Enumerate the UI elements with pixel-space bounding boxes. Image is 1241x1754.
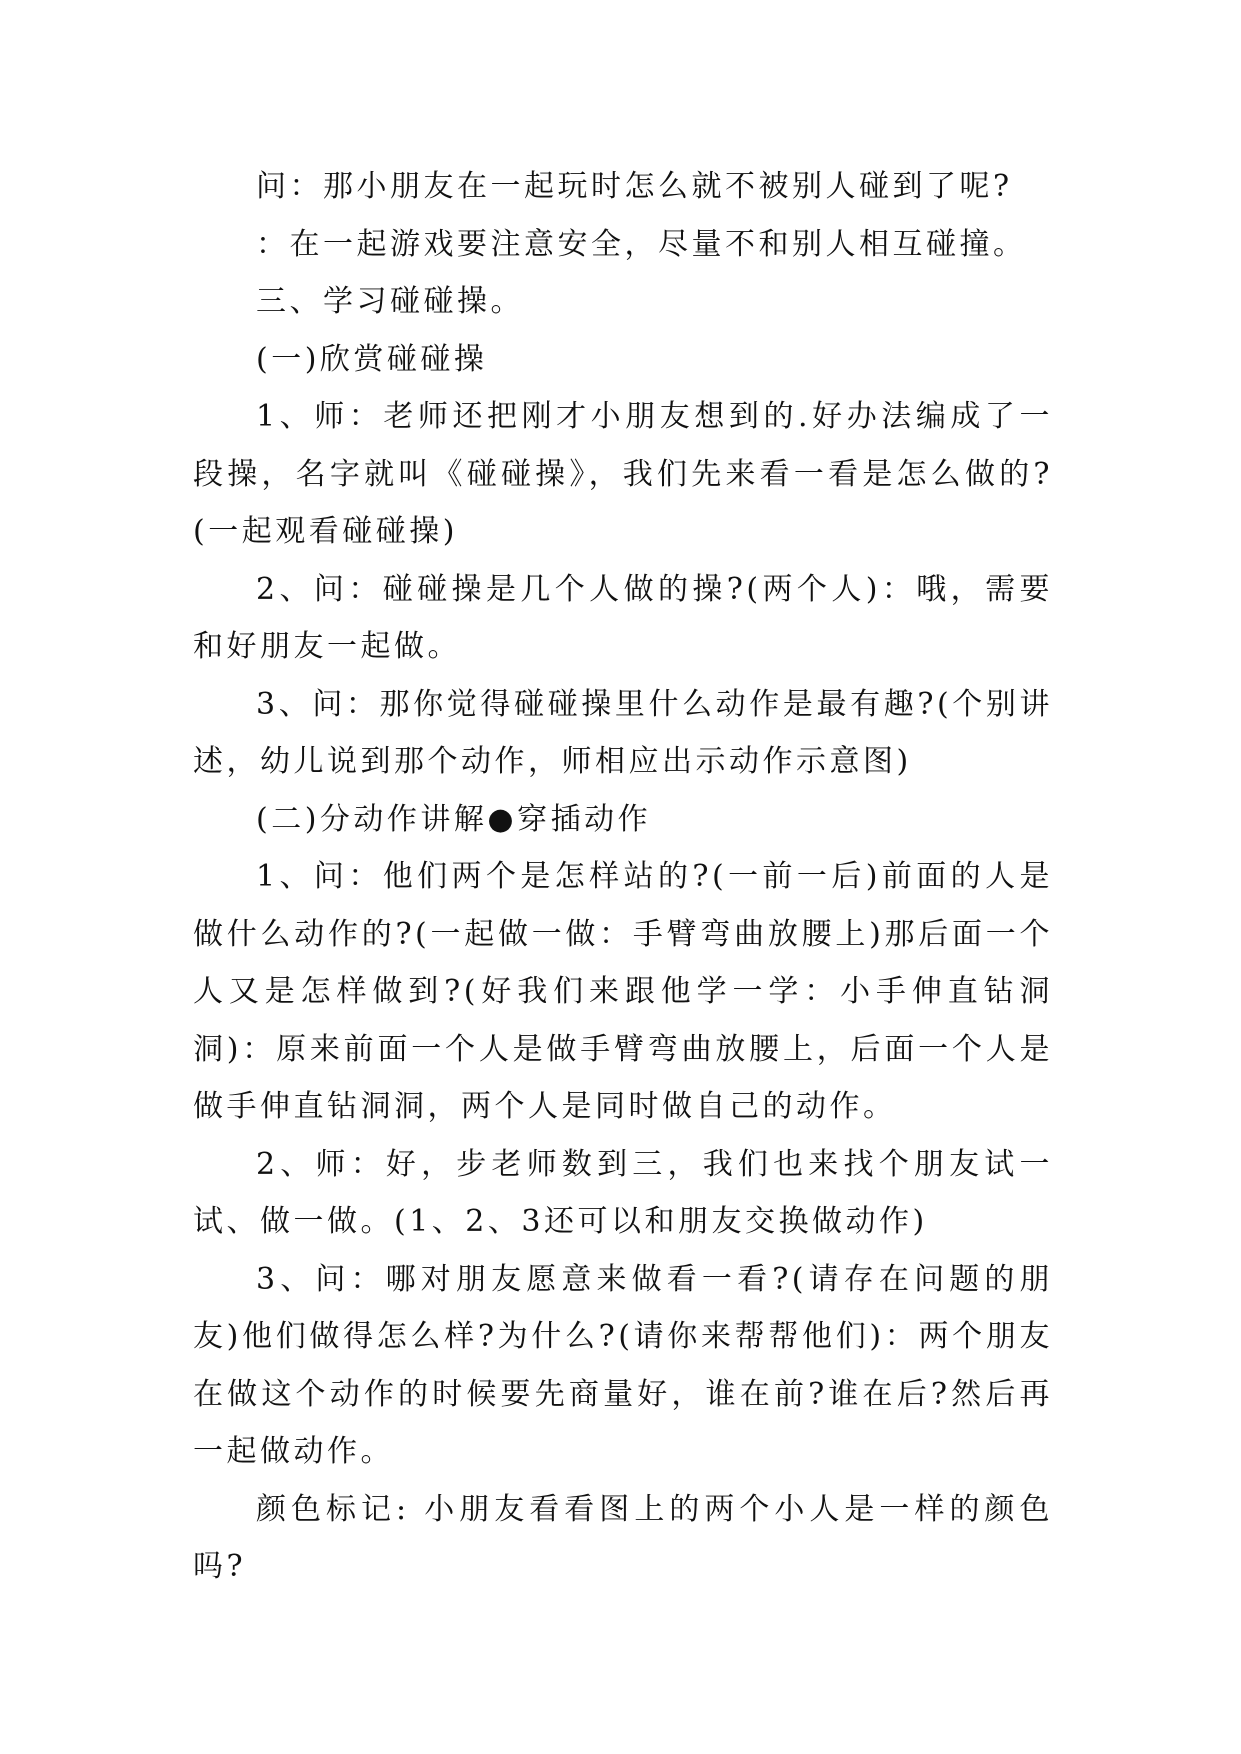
paragraph: 1、问：他们两个是怎样站的?(一前一后)前面的人是做什么动作的?(一起做一做：手臂弯曲放腰上)那后面一个人又是怎样做到?(好我们来跟他学一学：小手伸直钻洞洞)：原来前面一个人是做手臂弯曲放腰上，后面一个人是做手伸直钻洞洞，两个人是同时做自己的动作。	[193, 859, 1053, 1124]
paragraph: ：在一起游戏要注意安全，尽量不和别人相互碰撞。	[256, 226, 1027, 262]
paragraph: 1、师：老师还把刚才小朋友想到的.好办法编成了一段操，名字就叫《碰碰操》，我们先来看一看是怎么做的?(一起观看碰碰操)	[193, 399, 1053, 549]
paragraph: 问：那小朋友在一起玩时怎么就不被别人碰到了呢?	[256, 169, 1013, 204]
paragraph: 3、问：哪对朋友愿意来做看一看?(请存在问题的朋友)他们做得怎么样?为什么?(请你来帮帮他们)：两个朋友在做这个动作的时候要先商量好，谁在前?谁在后?然后再一起做动作。	[193, 1261, 1053, 1469]
document-body	[193, 158, 1053, 1596]
paragraph: 2、问：碰碰操是几个人做的操?(两个人)：哦，需要和好朋友一起做。	[193, 571, 1053, 664]
paragraph: (一)欣赏碰碰操	[256, 341, 488, 377]
paragraph: (二)分动作讲解●穿插动作	[256, 801, 652, 837]
paragraph: 颜色标记: 小朋友看看图上的两个小人是一样的颜色吗?	[193, 1491, 1053, 1584]
paragraph: 3、问：那你觉得碰碰操里什么动作是最有趣?(个别讲述，幼儿说到那个动作，师相应出示动作示意图)	[193, 686, 1053, 779]
paragraph: 2、师：好，步老师数到三，我们也来找个朋友试一试、做一做。(1、2、3还可以和朋友交换做动作)	[193, 1146, 1053, 1239]
paragraph: 三、学习碰碰操。	[256, 284, 524, 319]
